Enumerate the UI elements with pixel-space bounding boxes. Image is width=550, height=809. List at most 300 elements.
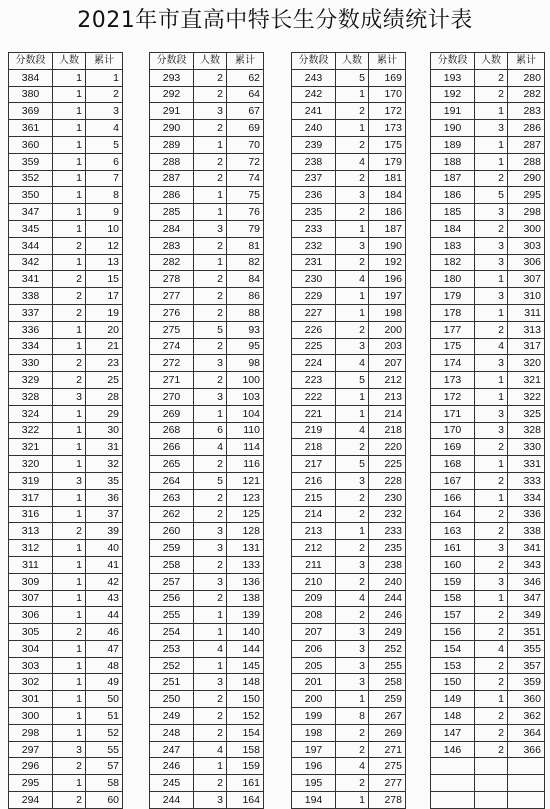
score-cell: 227: [292, 304, 336, 321]
table-row: [431, 204, 545, 221]
score-cell: 305: [9, 624, 53, 641]
column-header: 分数段: [150, 53, 194, 70]
table-row: [431, 388, 545, 405]
table-row: [431, 640, 545, 657]
count-cell: 2: [475, 170, 508, 187]
table-row: [150, 153, 264, 170]
table-row: [431, 741, 545, 758]
table-row: [150, 271, 264, 288]
table-row: [9, 103, 123, 120]
count-cell: 1: [194, 607, 227, 624]
score-cell: 266: [150, 439, 194, 456]
count-cell: 1: [336, 523, 369, 540]
score-cell: 174: [431, 355, 475, 372]
cumulative-cell: 259: [369, 691, 406, 708]
count-cell: 2: [336, 204, 369, 221]
column-header: 人数: [336, 53, 369, 70]
table-row: [9, 372, 123, 389]
table-row: [9, 355, 123, 372]
table-row: [431, 355, 545, 372]
cumulative-cell: 67: [227, 103, 264, 120]
count-cell: 2: [336, 741, 369, 758]
score-cell: 218: [292, 439, 336, 456]
table-row: [9, 405, 123, 422]
cumulative-cell: 328: [508, 422, 545, 439]
cumulative-cell: 212: [369, 372, 406, 389]
count-cell: 1: [53, 136, 86, 153]
table-header-row: [150, 53, 264, 70]
count-cell: 2: [475, 439, 508, 456]
cumulative-cell: 51: [86, 708, 123, 725]
table-row: [150, 321, 264, 338]
count-cell: [475, 792, 508, 809]
table-row: [431, 153, 545, 170]
table-row: [150, 69, 264, 86]
cumulative-cell: 170: [369, 86, 406, 103]
score-cell: 210: [292, 573, 336, 590]
table-row: [431, 120, 545, 137]
score-cell: 276: [150, 304, 194, 321]
cumulative-cell: 29: [86, 405, 123, 422]
count-cell: 4: [194, 741, 227, 758]
score-cell: 307: [9, 590, 53, 607]
count-cell: [475, 775, 508, 792]
count-cell: 3: [194, 220, 227, 237]
table-row: [9, 170, 123, 187]
cumulative-cell: 169: [369, 69, 406, 86]
cumulative-cell: 8: [86, 187, 123, 204]
score-cell: 322: [9, 422, 53, 439]
table-row: [9, 271, 123, 288]
cumulative-cell: 41: [86, 556, 123, 573]
table-row: [292, 321, 406, 338]
cumulative-cell: 355: [508, 640, 545, 657]
table-row: [9, 607, 123, 624]
score-cell: 380: [9, 86, 53, 103]
cumulative-cell: 21: [86, 338, 123, 355]
cumulative-cell: [508, 792, 545, 809]
table-row: [431, 254, 545, 271]
cumulative-cell: 88: [227, 304, 264, 321]
count-cell: 2: [194, 456, 227, 473]
count-cell: 5: [194, 321, 227, 338]
cumulative-cell: [508, 758, 545, 775]
score-cell: 178: [431, 304, 475, 321]
count-cell: 4: [475, 640, 508, 657]
table-row: [150, 220, 264, 237]
table-row: [9, 456, 123, 473]
score-cell: 242: [292, 86, 336, 103]
cumulative-cell: 47: [86, 640, 123, 657]
score-cell: 311: [9, 556, 53, 573]
cumulative-cell: 230: [369, 489, 406, 506]
score-cell: 320: [9, 456, 53, 473]
score-cell: 194: [292, 792, 336, 809]
cumulative-cell: 50: [86, 691, 123, 708]
count-cell: 3: [336, 640, 369, 657]
score-cell: 285: [150, 204, 194, 221]
table-row: [431, 724, 545, 741]
cumulative-cell: 187: [369, 220, 406, 237]
cumulative-cell: 278: [369, 792, 406, 809]
cumulative-cell: 325: [508, 405, 545, 422]
table-row: [292, 640, 406, 657]
score-cell: 207: [292, 624, 336, 641]
count-cell: 2: [475, 724, 508, 741]
score-cell: 312: [9, 540, 53, 557]
score-cell: 384: [9, 69, 53, 86]
table-row: [431, 708, 545, 725]
cumulative-cell: 300: [508, 220, 545, 237]
score-cell: 271: [150, 372, 194, 389]
score-cell: 294: [9, 792, 53, 809]
table-row: [292, 120, 406, 137]
score-cell: 341: [9, 271, 53, 288]
cumulative-cell: 39: [86, 523, 123, 540]
score-cell: 148: [431, 708, 475, 725]
table-row: [292, 372, 406, 389]
table-row: [150, 657, 264, 674]
cumulative-cell: 64: [227, 86, 264, 103]
score-cell: 161: [431, 540, 475, 557]
score-cell: 166: [431, 489, 475, 506]
score-cell: 258: [150, 556, 194, 573]
cumulative-cell: 81: [227, 237, 264, 254]
cumulative-cell: 331: [508, 456, 545, 473]
count-cell: 1: [336, 288, 369, 305]
cumulative-cell: 86: [227, 288, 264, 305]
count-cell: 2: [475, 674, 508, 691]
count-cell: 5: [336, 456, 369, 473]
table-row: [292, 204, 406, 221]
table-row: [9, 321, 123, 338]
table-row: [9, 674, 123, 691]
score-cell: 149: [431, 691, 475, 708]
table-row: [431, 792, 545, 809]
score-cell: 288: [150, 153, 194, 170]
cumulative-cell: 197: [369, 288, 406, 305]
score-cell: 164: [431, 506, 475, 523]
count-cell: 1: [53, 220, 86, 237]
count-cell: 1: [336, 792, 369, 809]
table-row: [431, 573, 545, 590]
score-cell: 306: [9, 607, 53, 624]
cumulative-cell: 9: [86, 204, 123, 221]
score-cell: 361: [9, 120, 53, 137]
count-cell: 3: [194, 540, 227, 557]
cumulative-cell: 359: [508, 674, 545, 691]
table-row: [431, 607, 545, 624]
table-row: [150, 170, 264, 187]
column-header: 分数段: [431, 53, 475, 70]
count-cell: 2: [53, 288, 86, 305]
count-cell: 3: [194, 103, 227, 120]
count-cell: 2: [53, 372, 86, 389]
score-cell: 188: [431, 153, 475, 170]
count-cell: 1: [53, 607, 86, 624]
cumulative-cell: 37: [86, 506, 123, 523]
cumulative-cell: 290: [508, 170, 545, 187]
score-cell: 246: [150, 758, 194, 775]
count-cell: 1: [475, 590, 508, 607]
cumulative-cell: 25: [86, 372, 123, 389]
table-row: [150, 523, 264, 540]
table-row: [431, 271, 545, 288]
score-cell: 160: [431, 556, 475, 573]
score-cell: 293: [150, 69, 194, 86]
cumulative-cell: 104: [227, 405, 264, 422]
score-cell: 232: [292, 237, 336, 254]
cumulative-cell: 269: [369, 724, 406, 741]
count-cell: 2: [336, 506, 369, 523]
count-cell: 2: [53, 237, 86, 254]
cumulative-cell: 43: [86, 590, 123, 607]
count-cell: 5: [336, 372, 369, 389]
count-cell: 2: [194, 304, 227, 321]
cumulative-cell: 220: [369, 439, 406, 456]
count-cell: 1: [475, 456, 508, 473]
table-row: [9, 237, 123, 254]
table-row: [292, 657, 406, 674]
count-cell: 3: [475, 288, 508, 305]
count-cell: 1: [53, 321, 86, 338]
score-cell: 205: [292, 657, 336, 674]
cumulative-cell: 98: [227, 355, 264, 372]
cumulative-cell: 49: [86, 674, 123, 691]
count-cell: 2: [336, 103, 369, 120]
table-row: [292, 355, 406, 372]
count-cell: 4: [194, 439, 227, 456]
score-cell: 260: [150, 523, 194, 540]
score-cell: 251: [150, 674, 194, 691]
cumulative-cell: 28: [86, 388, 123, 405]
score-cell: 235: [292, 204, 336, 221]
count-cell: 2: [336, 573, 369, 590]
table-row: [9, 724, 123, 741]
count-cell: 2: [53, 523, 86, 540]
cumulative-cell: 240: [369, 573, 406, 590]
count-cell: 1: [53, 422, 86, 439]
count-cell: 1: [194, 657, 227, 674]
score-cell: 191: [431, 103, 475, 120]
score-cell: 231: [292, 254, 336, 271]
score-cell: 212: [292, 540, 336, 557]
count-cell: 2: [336, 170, 369, 187]
count-cell: 2: [336, 439, 369, 456]
table-row: [150, 405, 264, 422]
cumulative-cell: 116: [227, 456, 264, 473]
cumulative-cell: 36: [86, 489, 123, 506]
count-cell: 3: [475, 540, 508, 557]
count-cell: 5: [194, 472, 227, 489]
score-cell: 198: [292, 724, 336, 741]
score-cell: 298: [9, 724, 53, 741]
cumulative-cell: 357: [508, 657, 545, 674]
score-cell: 250: [150, 691, 194, 708]
table-row: [292, 607, 406, 624]
count-cell: 3: [336, 472, 369, 489]
table-row: [431, 456, 545, 473]
cumulative-cell: 23: [86, 355, 123, 372]
score-cell: 282: [150, 254, 194, 271]
score-cell: 167: [431, 472, 475, 489]
score-cell: 221: [292, 405, 336, 422]
score-cell: 179: [431, 288, 475, 305]
score-cell: 316: [9, 506, 53, 523]
score-cell: 224: [292, 355, 336, 372]
table-row: [150, 120, 264, 137]
score-cell: 319: [9, 472, 53, 489]
count-cell: 1: [475, 388, 508, 405]
cumulative-cell: 228: [369, 472, 406, 489]
table-row: [9, 439, 123, 456]
score-cell: 264: [150, 472, 194, 489]
count-cell: 2: [194, 153, 227, 170]
score-cell: 300: [9, 708, 53, 725]
table-row: [150, 372, 264, 389]
column-header: 分数段: [292, 53, 336, 70]
cumulative-cell: 150: [227, 691, 264, 708]
cumulative-cell: 214: [369, 405, 406, 422]
count-cell: 2: [53, 271, 86, 288]
count-cell: 1: [194, 405, 227, 422]
score-cell: 240: [292, 120, 336, 137]
table-row: [292, 254, 406, 271]
cumulative-cell: 275: [369, 758, 406, 775]
cumulative-cell: 271: [369, 741, 406, 758]
count-cell: 2: [194, 288, 227, 305]
table-row: [431, 540, 545, 557]
table-row: [292, 573, 406, 590]
cumulative-cell: 311: [508, 304, 545, 321]
cumulative-cell: 249: [369, 624, 406, 641]
cumulative-cell: 338: [508, 523, 545, 540]
count-cell: 3: [475, 204, 508, 221]
count-cell: 4: [336, 590, 369, 607]
score-cell: 277: [150, 288, 194, 305]
cumulative-cell: 341: [508, 540, 545, 557]
cumulative-cell: 173: [369, 120, 406, 137]
count-cell: 1: [336, 405, 369, 422]
cumulative-cell: 351: [508, 624, 545, 641]
table-row: [431, 775, 545, 792]
table-row: [431, 674, 545, 691]
score-cell: 169: [431, 439, 475, 456]
cumulative-cell: 320: [508, 355, 545, 372]
cumulative-cell: 207: [369, 355, 406, 372]
count-cell: 2: [194, 120, 227, 137]
cumulative-cell: 298: [508, 204, 545, 221]
count-cell: 2: [336, 489, 369, 506]
score-cell: 337: [9, 304, 53, 321]
cumulative-cell: 280: [508, 69, 545, 86]
score-table-3: [291, 52, 406, 809]
score-cell: 360: [9, 136, 53, 153]
table-row: [9, 472, 123, 489]
score-cell: 243: [292, 69, 336, 86]
cumulative-cell: 232: [369, 506, 406, 523]
count-cell: 2: [336, 136, 369, 153]
table-row: [9, 254, 123, 271]
cumulative-cell: 238: [369, 556, 406, 573]
table-row: [9, 422, 123, 439]
count-cell: 1: [53, 187, 86, 204]
table-row: [9, 657, 123, 674]
count-cell: 3: [475, 405, 508, 422]
score-cell: 237: [292, 170, 336, 187]
column-header: 分数段: [9, 53, 53, 70]
table-row: [150, 624, 264, 641]
table-row: [292, 472, 406, 489]
count-cell: 3: [336, 657, 369, 674]
score-cell: 230: [292, 271, 336, 288]
cumulative-cell: 139: [227, 607, 264, 624]
table-row: [431, 136, 545, 153]
cumulative-cell: 235: [369, 540, 406, 557]
cumulative-cell: 346: [508, 573, 545, 590]
score-cell: 317: [9, 489, 53, 506]
table-row: [292, 775, 406, 792]
table-row: [9, 220, 123, 237]
count-cell: 1: [194, 136, 227, 153]
score-table-2: [149, 52, 264, 809]
cumulative-cell: 190: [369, 237, 406, 254]
score-cell: 147: [431, 724, 475, 741]
score-cell: 284: [150, 220, 194, 237]
table-row: [292, 220, 406, 237]
table-row: [431, 590, 545, 607]
table-row: [150, 204, 264, 221]
cumulative-cell: 12: [86, 237, 123, 254]
table-row: [292, 556, 406, 573]
score-cell: 359: [9, 153, 53, 170]
table-row: [292, 237, 406, 254]
score-cell: 171: [431, 405, 475, 422]
cumulative-cell: 343: [508, 556, 545, 573]
count-cell: 1: [53, 204, 86, 221]
count-cell: 2: [194, 237, 227, 254]
table-row: [9, 792, 123, 809]
count-cell: 2: [53, 355, 86, 372]
score-cell: 259: [150, 540, 194, 557]
score-cell: 352: [9, 170, 53, 187]
count-cell: 2: [475, 220, 508, 237]
count-cell: 2: [53, 624, 86, 641]
score-cell: 292: [150, 86, 194, 103]
count-cell: 2: [475, 86, 508, 103]
score-cell: 324: [9, 405, 53, 422]
count-cell: 1: [194, 624, 227, 641]
count-cell: 2: [475, 506, 508, 523]
score-cell: 336: [9, 321, 53, 338]
count-cell: 1: [336, 691, 369, 708]
table-row: [150, 741, 264, 758]
count-cell: 1: [475, 304, 508, 321]
cumulative-cell: 4: [86, 120, 123, 137]
cumulative-cell: 136: [227, 573, 264, 590]
score-cell: 154: [431, 640, 475, 657]
cumulative-cell: 30: [86, 422, 123, 439]
score-table-4: [430, 52, 545, 809]
cumulative-cell: 123: [227, 489, 264, 506]
cumulative-cell: 233: [369, 523, 406, 540]
score-cell: 329: [9, 372, 53, 389]
score-cell: 249: [150, 708, 194, 725]
score-cell: 297: [9, 741, 53, 758]
score-cell: 201: [292, 674, 336, 691]
table-row: [292, 691, 406, 708]
score-cell: 211: [292, 556, 336, 573]
